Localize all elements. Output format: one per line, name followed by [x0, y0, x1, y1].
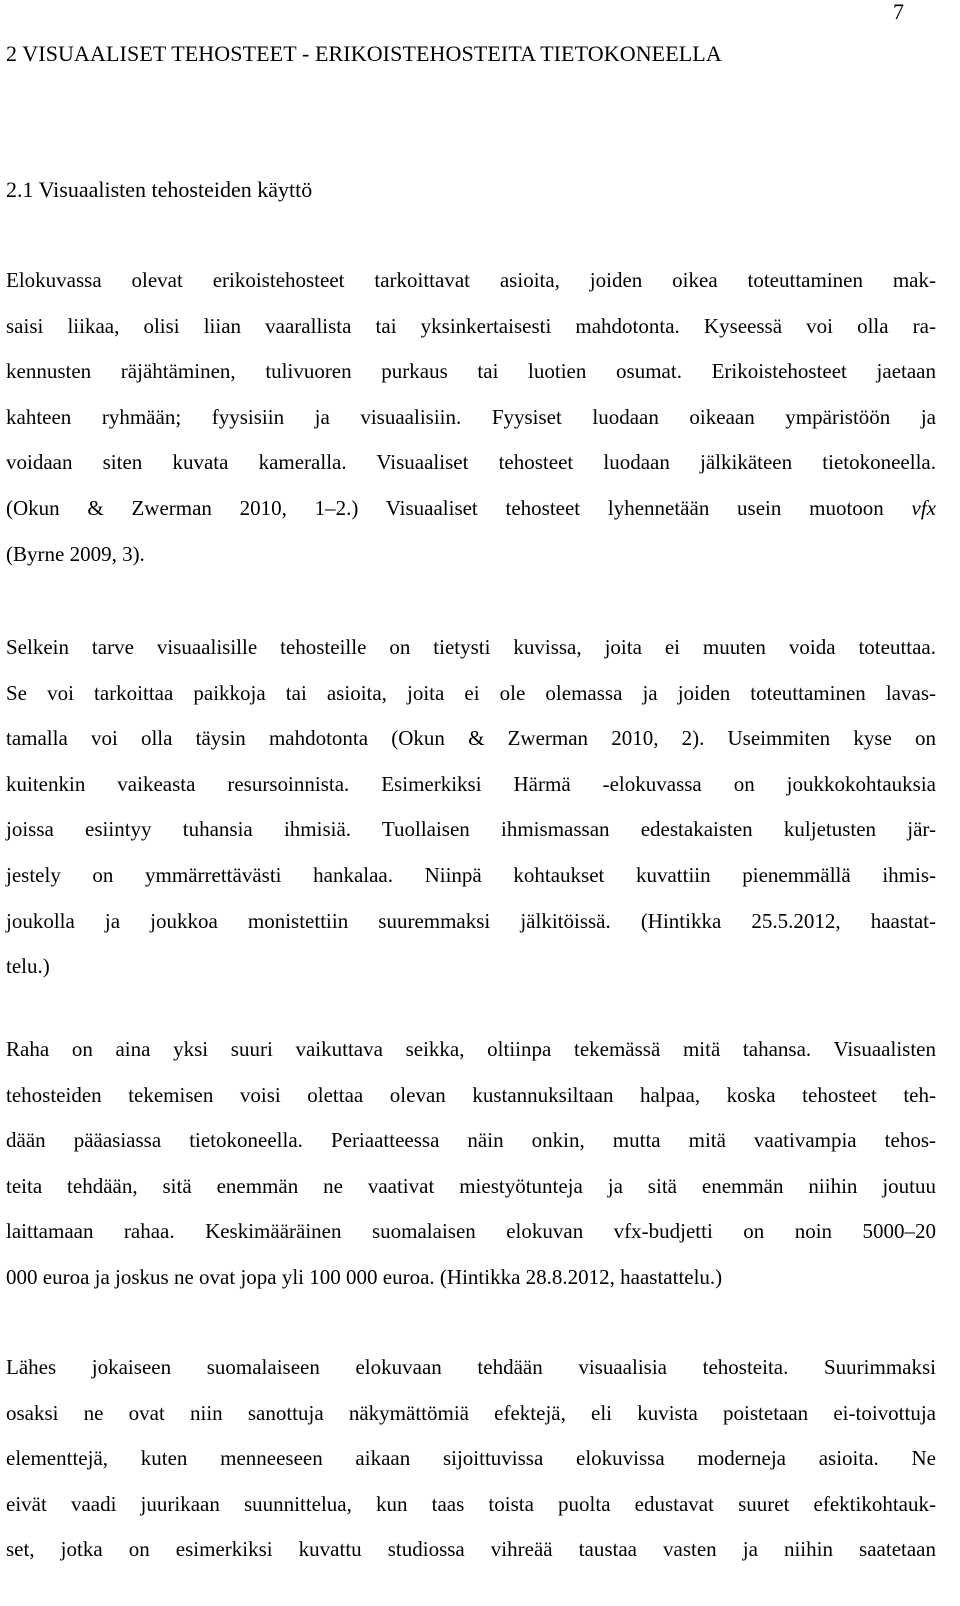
text-line: eivät vaadi juurikaan suunnittelua, kun taas toista puolta edustavat suuret efektikohtauk- — [6, 1491, 936, 1516]
paragraph-3 — [6, 1027, 936, 1301]
text-line: kennusten räjähtäminen, tulivuoren purkaus tai luotien osumat. Erikoistehosteet jaetaan — [6, 359, 936, 384]
italic-term: vfx — [911, 495, 936, 520]
text-line: 000 euroa ja joskus ne ovat jopa yli 100 000 euroa. (Hintikka 28.8.2012, haastattelu.) — [6, 1264, 723, 1289]
text-line: teita tehdään, sitä enemmän ne vaativat miestyötunteja ja sitä enemmän niihin joutuu — [6, 1173, 936, 1198]
text-line: joukolla ja joukkoa monistettiin suuremmaksi jälkitöissä. (Hintikka 25.5.2012, haastat- — [6, 908, 936, 933]
text-line: telu.) — [6, 954, 50, 979]
text-line: osaksi ne ovat niin sanottuja näkymättömiä efektejä, eli kuvista poistetaan ei-toivottuja — [6, 1400, 936, 1425]
text-line: jestely on ymmärrettävästi hankalaa. Niinpä kohtaukset kuvattiin pienemmällä ihmis- — [6, 862, 936, 887]
text-line: Lähes jokaiseen suomalaiseen elokuvaan tehdään visuaalisia tehosteita. Suurimmaksi — [6, 1355, 936, 1379]
page-number: 7 — [893, 0, 904, 24]
text-line: joissa esiintyy tuhansia ihmisiä. Tuollaisen ihmismassan edestakaisten kuljetusten jär- — [6, 817, 936, 842]
text-line-with-term — [6, 486, 936, 532]
paragraph-4 — [6, 1345, 936, 1573]
text-line: (Byrne 2009, 3). — [6, 541, 145, 566]
text-line: kuitenkin vaikeasta resursoinnista. Esimerkiksi Härmä -elokuvassa on joukkokohtauksia — [6, 771, 936, 796]
paragraph-2 — [6, 625, 936, 990]
text-line: laittamaan rahaa. Keskimääräinen suomalaisen elokuvan vfx-budjetti on noin 5000–20 — [6, 1219, 936, 1244]
text-line: Elokuvassa olevat erikoistehosteet tarkoittavat asioita, joiden oikea toteuttaminen mak- — [6, 268, 936, 292]
section-heading: 2.1 Visuaalisten tehosteiden käyttö — [6, 177, 313, 202]
chapter-heading: 2 VISUAALISET TEHOSTEET - ERIKOISTEHOSTEITA TIETOKONEELLA — [6, 41, 722, 66]
text-line: Se voi tarkoittaa paikkoja tai asioita, joita ei ole olemassa ja joiden toteuttaminen lavas- — [6, 680, 936, 705]
text-line-part: (Okun & Zwerman 2010, 1–2.) Visuaaliset tehosteet lyhennetään usein muotoon — [6, 495, 912, 520]
text-line: saisi liikaa, olisi liian vaarallista tai yksinkertaisesti mahdotonta. Kyseessä voi olla ra- — [6, 313, 936, 338]
text-line: tehosteiden tekemisen voisi olettaa olevan kustannuksiltaan halpaa, koska tehosteet teh- — [6, 1082, 936, 1107]
text-line: voidaan siten kuvata kameralla. Visuaaliset tehosteet luodaan jälkikäteen tietokoneella. — [6, 450, 936, 475]
text-line: Raha on aina yksi suuri vaikuttava seikka, oltiinpa tekemässä mitä tahansa. Visuaalisten — [6, 1037, 936, 1061]
paragraph-1 — [6, 258, 936, 577]
text-line: tamalla voi olla täysin mahdotonta (Okun & Zwerman 2010, 2). Useimmiten kyse on — [6, 726, 936, 751]
text-line: elementtejä, kuten menneeseen aikaan sijoittuvissa elokuvissa moderneja asioita. Ne — [6, 1446, 936, 1471]
text-line: set, jotka on esimerkiksi kuvattu studiossa vihreää taustaa vasten ja niihin saatetaan — [6, 1537, 936, 1562]
text-line: kahteen ryhmään; fyysisiin ja visuaalisiin. Fyysiset luodaan oikeaan ympäristöön ja — [6, 404, 936, 429]
text-line: dään pääasiassa tietokoneella. Periaatteessa näin onkin, mutta mitä vaativampia tehos- — [6, 1128, 936, 1153]
text-line: Selkein tarve visuaalisille tehosteille on tietysti kuvissa, joita ei muuten voida toteuttaa. — [6, 635, 936, 659]
